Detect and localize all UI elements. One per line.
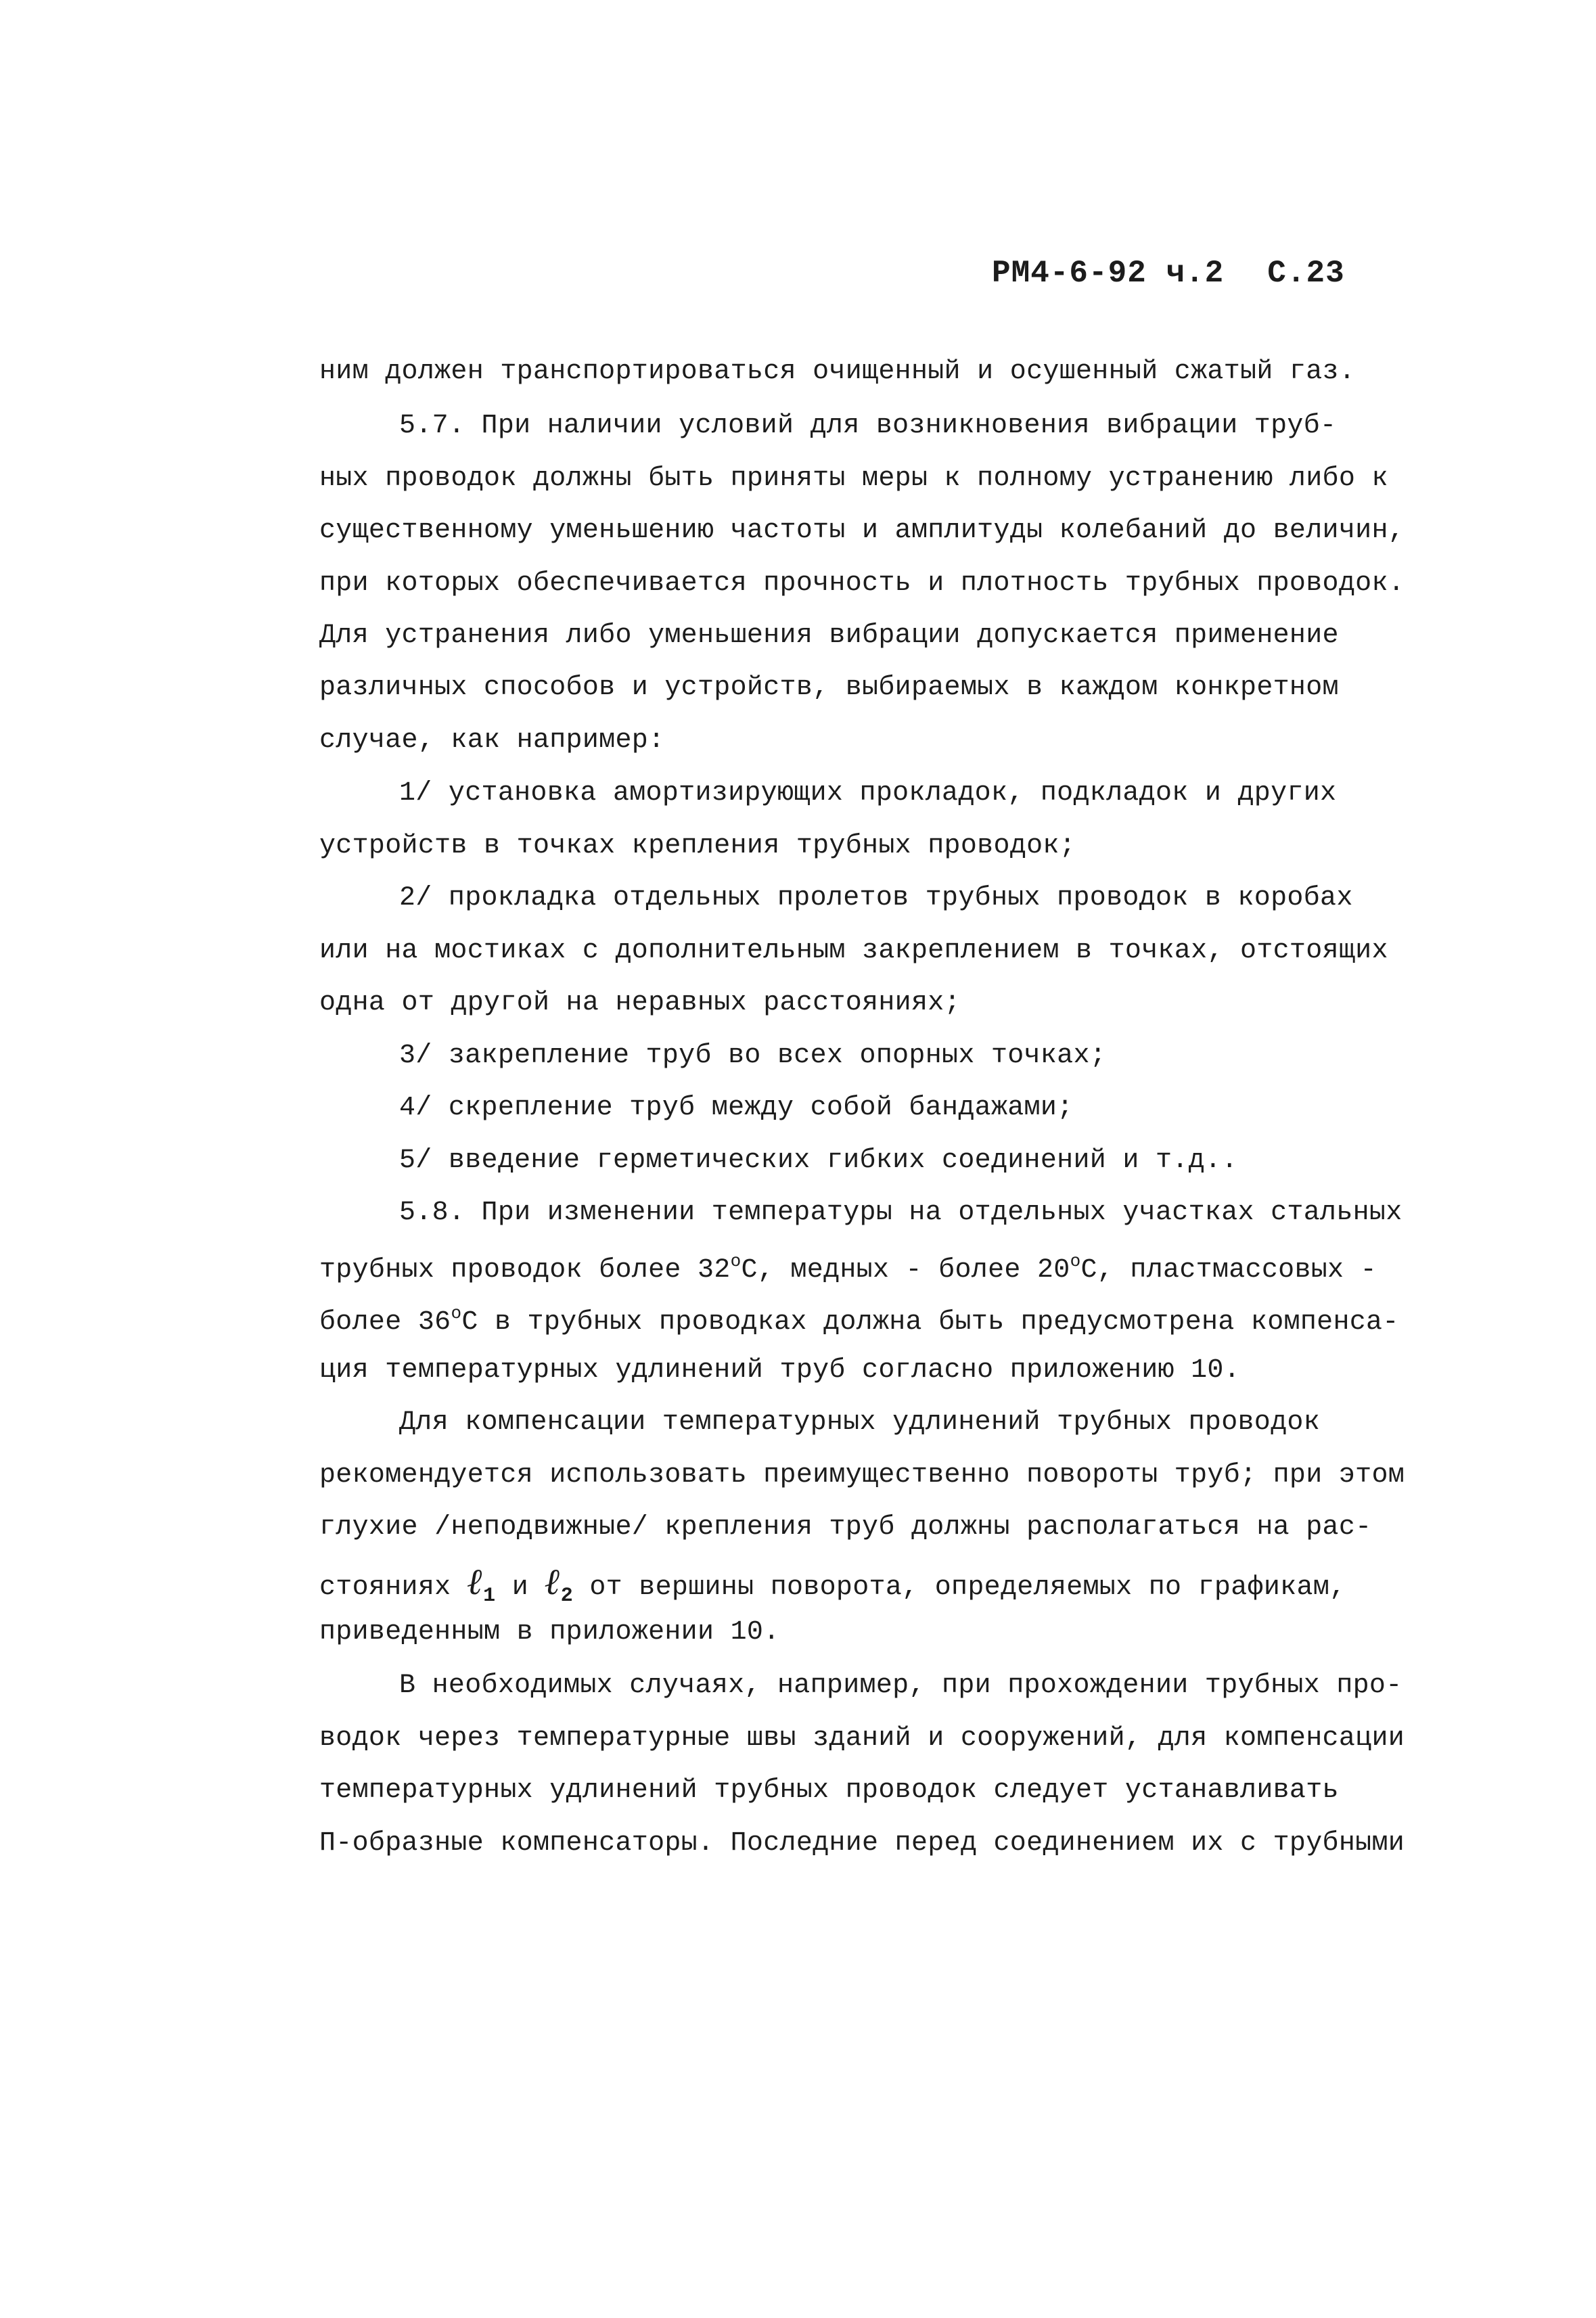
list-item-1: 1/ установка амортизирующих прокладок, подкладок и других	[399, 778, 1337, 809]
distance-symbol-l2: ℓ	[545, 1560, 561, 1603]
list-item-2: 2/ прокладка отдельных пролетов трубных проводок в коробах	[399, 883, 1353, 913]
section-5-7-heading-line: 5.7. При наличии условий для возникновения вибрации труб-	[399, 411, 1337, 441]
page-header	[992, 256, 1345, 291]
paragraph-start-line: В необходимых случаях, например, при прохождении трубных про-	[399, 1671, 1403, 1701]
paragraph-start-line: Для компенсации температурных удлинений трубных проводок	[399, 1407, 1321, 1438]
text-line: случае, как например:	[319, 725, 665, 756]
text-line: или на мостиках с дополнительным закреплением в точках, отстоящих	[319, 936, 1388, 966]
page-number: С.23	[1267, 256, 1345, 291]
text-line: устройств в точках крепления трубных проводок;	[319, 831, 1076, 861]
degree-sign: о	[1070, 1251, 1081, 1271]
text-line: ция температурных удлинений труб согласно приложению 10.	[319, 1355, 1241, 1386]
text-line: рекомендуется использовать преимущественно повороты труб; при этом	[319, 1460, 1405, 1491]
text-line: Для устранения либо уменьшения вибрации допускается применение	[319, 620, 1339, 651]
text-line: при которых обеспечивается прочность и плотность трубных проводок.	[319, 568, 1405, 599]
list-item-3: 3/ закрепление труб во всех опорных точках;	[399, 1041, 1107, 1071]
text-line: глухие /неподвижные/ крепления труб должны располагаться на рас-	[319, 1512, 1372, 1543]
degree-sign: о	[451, 1303, 462, 1323]
text-line: существенному уменьшению частоты и амплитуды колебаний до величин,	[319, 516, 1405, 546]
list-item-4: 4/ скрепление труб между собой бандажами;	[399, 1093, 1074, 1123]
text-line: трубных проводок более $32^оС$, медных - более $20^оС$, пластмассовых -	[319, 1251, 1377, 1286]
text-line: температурных удлинений трубных проводок следует устанавливать	[319, 1775, 1339, 1806]
text-line: ных проводок должны быть приняты меры к полному устранению либо к	[319, 463, 1388, 494]
section-5-8-heading-line: 5.8. При изменении температуры на отдельных участках стальных	[399, 1198, 1403, 1228]
text-line: одна от другой на неравных расстояниях;	[319, 988, 961, 1018]
text-line: П-образные компенсаторы. Последние перед соединением их с трубными	[319, 1828, 1405, 1859]
text-line: более $36^оС$ в трубных проводках должна быть предусмотрена компенса-	[319, 1303, 1399, 1338]
document-code: РМ4-6-92 ч.2	[992, 256, 1225, 291]
distance-symbol-l1: ℓ	[467, 1560, 484, 1603]
text-line: различных способов и устройств, выбираемых в каждом конкретном	[319, 673, 1339, 703]
text-line: стояниях ℓ$_1$ и ℓ$_2$ от вершины поворота, определяемых по графикам,	[319, 1560, 1346, 1608]
distance-subscript-1: 1	[483, 1585, 496, 1608]
list-item-5: 5/ введение герметических гибких соединений и т.д..	[399, 1145, 1238, 1176]
text-line: приведенным в приложении 10.	[319, 1617, 780, 1647]
degree-sign: о	[730, 1251, 742, 1271]
distance-subscript-2: 2	[560, 1585, 574, 1608]
text-line: водок через температурные швы зданий и сооружений, для компенсации	[319, 1723, 1405, 1754]
text-line: ним должен транспортироваться очищенный и осушенный сжатый газ.	[319, 357, 1356, 387]
